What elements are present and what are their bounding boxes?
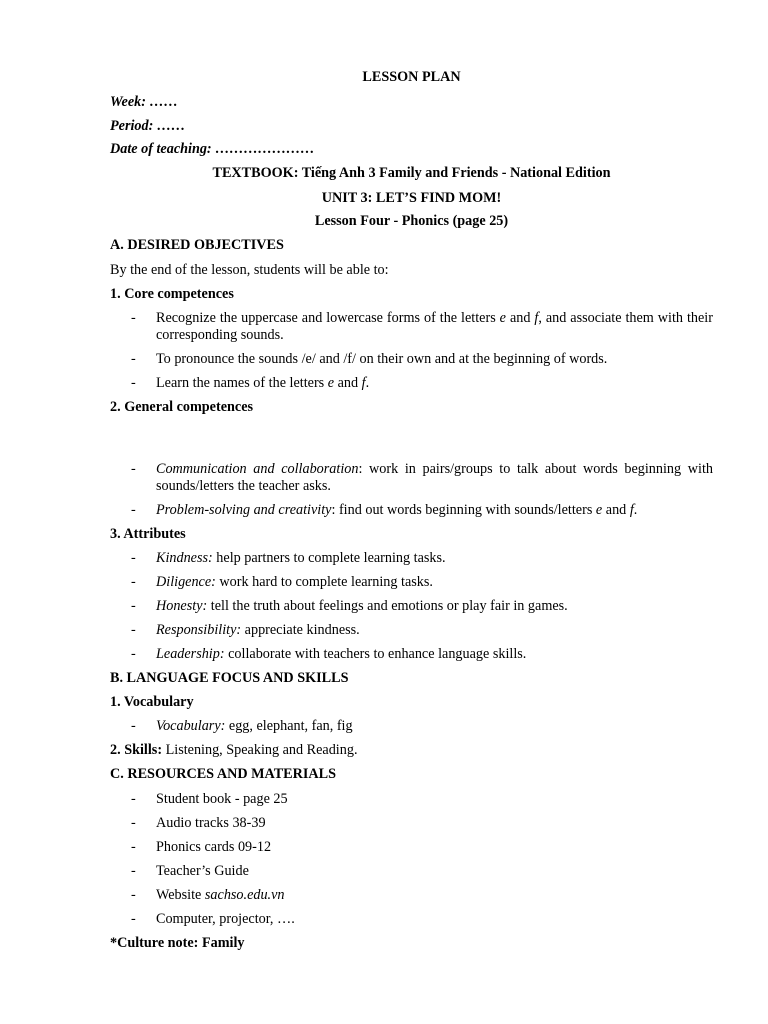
bullet-dash: - — [131, 622, 136, 638]
lesson-title: Lesson Four - Phonics (page 25) — [314, 213, 509, 229]
core-competences-heading: 1. Core competences — [110, 286, 234, 302]
bullet-dash: - — [131, 502, 136, 518]
attributes-heading: 3. Attributes — [110, 526, 186, 542]
bullet-dash: - — [131, 839, 136, 855]
section-c-heading: C. RESOURCES AND MATERIALS — [110, 766, 336, 782]
list-item: Recognize the uppercase and lowercase forms of the letters e and f, and associate them with their corresponding sounds. — [156, 310, 713, 343]
page-title: LESSON PLAN — [362, 69, 461, 85]
list-item: Learn the names of the letters e and f. — [156, 375, 370, 391]
bullet-dash: - — [131, 351, 136, 367]
period-value: …… — [156, 118, 186, 134]
skills-line: 2. Skills: Listening, Speaking and Reading. — [110, 742, 358, 758]
week-label: Week: — [110, 94, 146, 110]
list-item: Student book - page 25 — [156, 791, 288, 807]
unit-title: UNIT 3: LET’S FIND MOM! — [321, 190, 502, 206]
bullet-dash: - — [131, 461, 136, 477]
section-a-heading: A. DESIRED OBJECTIVES — [110, 237, 284, 253]
website-link: sachso.edu.vn — [204, 887, 285, 903]
list-item: Kindness: help partners to complete learning tasks. — [156, 550, 446, 566]
list-item: Communication and collaboration: work in pairs/groups to talk about words beginning with sounds/letters the teacher asks. — [156, 461, 713, 494]
website-item: Website sachso.edu.vn — [156, 887, 285, 903]
list-item: Problem-solving and creativity: find out words beginning with sounds/letters e and f. — [156, 502, 638, 518]
date-value: ………………… — [215, 141, 315, 157]
list-item: Leadership: collaborate with teachers to enhance language skills. — [156, 646, 527, 662]
list-item: Diligence: work hard to complete learning tasks. — [156, 574, 433, 590]
general-competences-heading: 2. General competences — [110, 399, 254, 415]
objectives-intro: By the end of the lesson, students will be able to: — [110, 262, 389, 278]
list-item: To pronounce the sounds /e/ and /f/ on their own and at the beginning of words. — [156, 351, 608, 367]
week-value: …… — [149, 94, 178, 110]
section-b-heading: B. LANGUAGE FOCUS AND SKILLS — [110, 670, 349, 686]
vocabulary-heading: 1. Vocabulary — [110, 694, 194, 710]
period-line — [110, 118, 713, 135]
bullet-dash: - — [131, 863, 136, 879]
list-item: Honesty: tell the truth about feelings and emotions or play fair in games. — [156, 598, 568, 614]
week-line — [110, 94, 713, 111]
list-item: Phonics cards 09-12 — [156, 839, 272, 855]
bullet-dash: - — [131, 887, 136, 903]
period-label: Period: — [110, 118, 154, 134]
culture-note: *Culture note: Family — [110, 935, 245, 951]
bullet-dash: - — [131, 646, 136, 662]
bullet-dash: - — [131, 550, 136, 566]
bullet-dash: - — [131, 718, 136, 734]
date-line — [110, 141, 713, 158]
list-item: Audio tracks 38-39 — [156, 815, 266, 831]
list-item: Responsibility: appreciate kindness. — [156, 622, 360, 638]
bullet-dash: - — [131, 791, 136, 807]
textbook-title: TEXTBOOK: Tiếng Anh 3 Family and Friends - National Edition — [212, 165, 611, 181]
list-item: Computer, projector, …. — [156, 911, 295, 927]
bullet-dash: - — [131, 911, 136, 927]
bullet-dash: - — [131, 598, 136, 614]
date-label: Date of teaching: — [110, 141, 212, 157]
bullet-dash: - — [131, 574, 136, 590]
bullet-dash: - — [131, 375, 136, 391]
bullet-dash: - — [131, 310, 136, 326]
bullet-dash: - — [131, 815, 136, 831]
list-item: Vocabulary: egg, elephant, fan, fig — [156, 718, 353, 734]
list-item: Teacher’s Guide — [156, 863, 249, 879]
